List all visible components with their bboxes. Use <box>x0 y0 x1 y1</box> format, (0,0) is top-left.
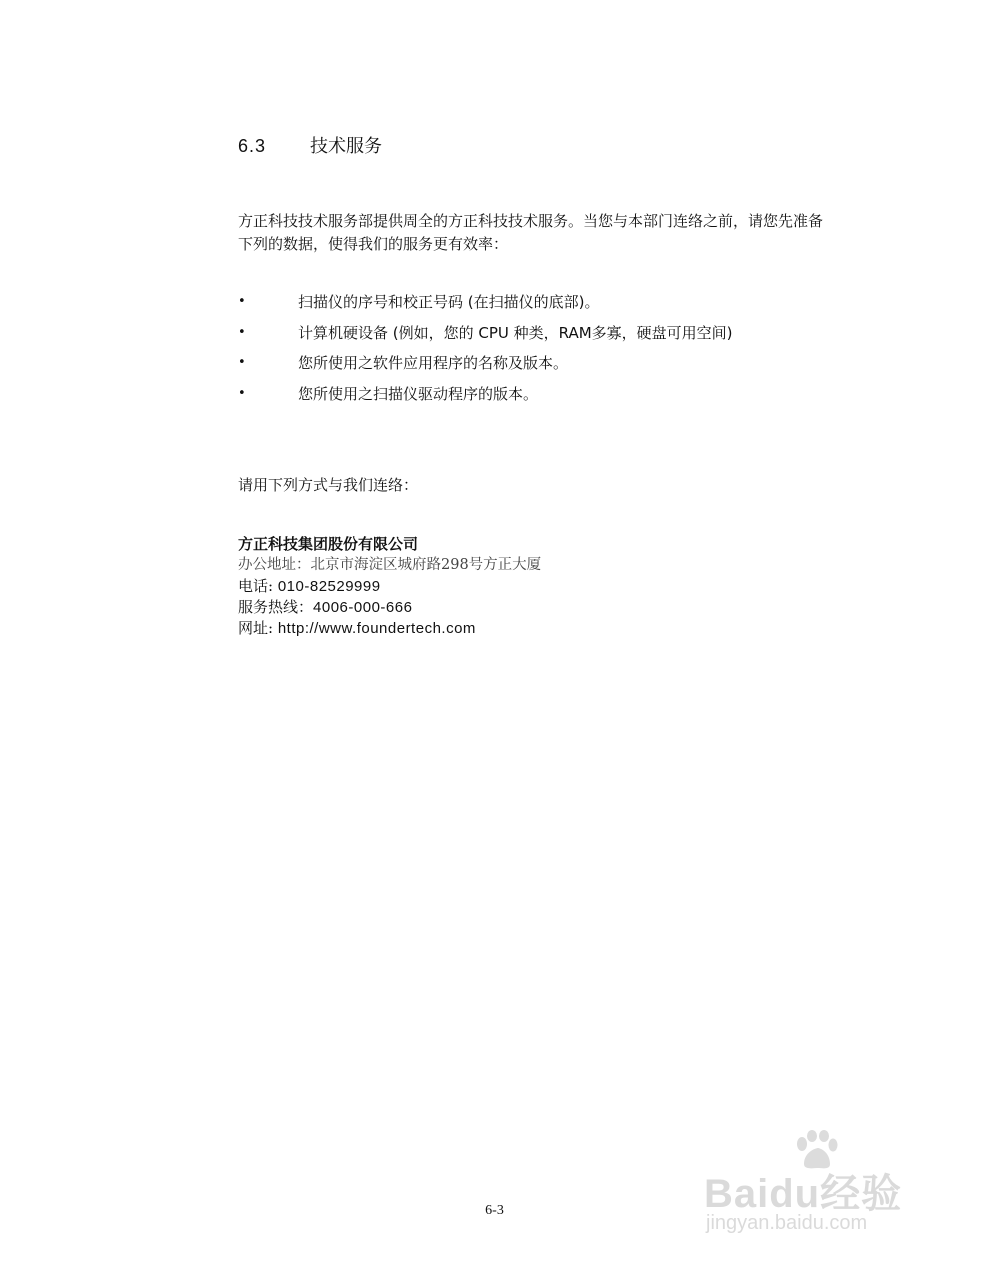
bullet-icon: • <box>238 385 246 401</box>
bullet-icon: • <box>238 294 246 309</box>
list-item-text: 您所使用之软件应用程序的名称及版本。 <box>298 354 569 372</box>
phone-line <box>238 576 541 597</box>
company-address: 办公地址：北京市海淀区城府路298号方正大厦 <box>238 557 542 573</box>
list-item-text: 扫描仪的序号和校正号码 (在扫描仪的底部)。 <box>298 293 600 311</box>
company-contact-block <box>238 534 541 639</box>
hotline-number: 4006-000-666 <box>313 599 413 616</box>
section-number: 6.3 <box>238 136 267 156</box>
website-label: 网址: <box>238 619 278 637</box>
watermark-site: jingyan.baidu.com <box>706 1212 868 1234</box>
list-item-text: 计算机硬设备 (例如，您的 CPU 种类，RAM多寡，硬盘可用空间) <box>298 323 733 342</box>
section-title: 技术服务 <box>310 136 382 157</box>
company-name: 方正科技集团股份有限公司 <box>238 535 419 553</box>
watermark-brand: Baidu经验 <box>704 1172 903 1216</box>
intro-line: 方正科技技术服务部提供周全的方正科技技术服务。当您与本部门连络之前，请您先准备 <box>238 212 824 230</box>
phone-number: 010-82529999 <box>277 578 381 595</box>
hotline-label: 服务热线： <box>238 598 314 616</box>
bullet-icon: • <box>238 355 246 370</box>
page-number: 6-3 <box>485 1203 504 1218</box>
bullet-icon: • <box>238 324 246 340</box>
intro-paragraph <box>238 210 878 256</box>
website-url: http://www.foundertech.com <box>277 620 476 637</box>
intro-line: 下列的数据，使得我们的服务更有效率： <box>238 235 509 253</box>
list-item-text: 您所使用之扫描仪驱动程序的版本。 <box>298 384 539 403</box>
hotline-line <box>238 597 541 618</box>
phone-label: 电话: <box>238 577 278 595</box>
section-heading <box>238 134 382 159</box>
website-line <box>238 618 541 639</box>
contact-intro: 请用下列方式与我们连络： <box>238 476 419 494</box>
baidu-watermark <box>700 1130 950 1245</box>
